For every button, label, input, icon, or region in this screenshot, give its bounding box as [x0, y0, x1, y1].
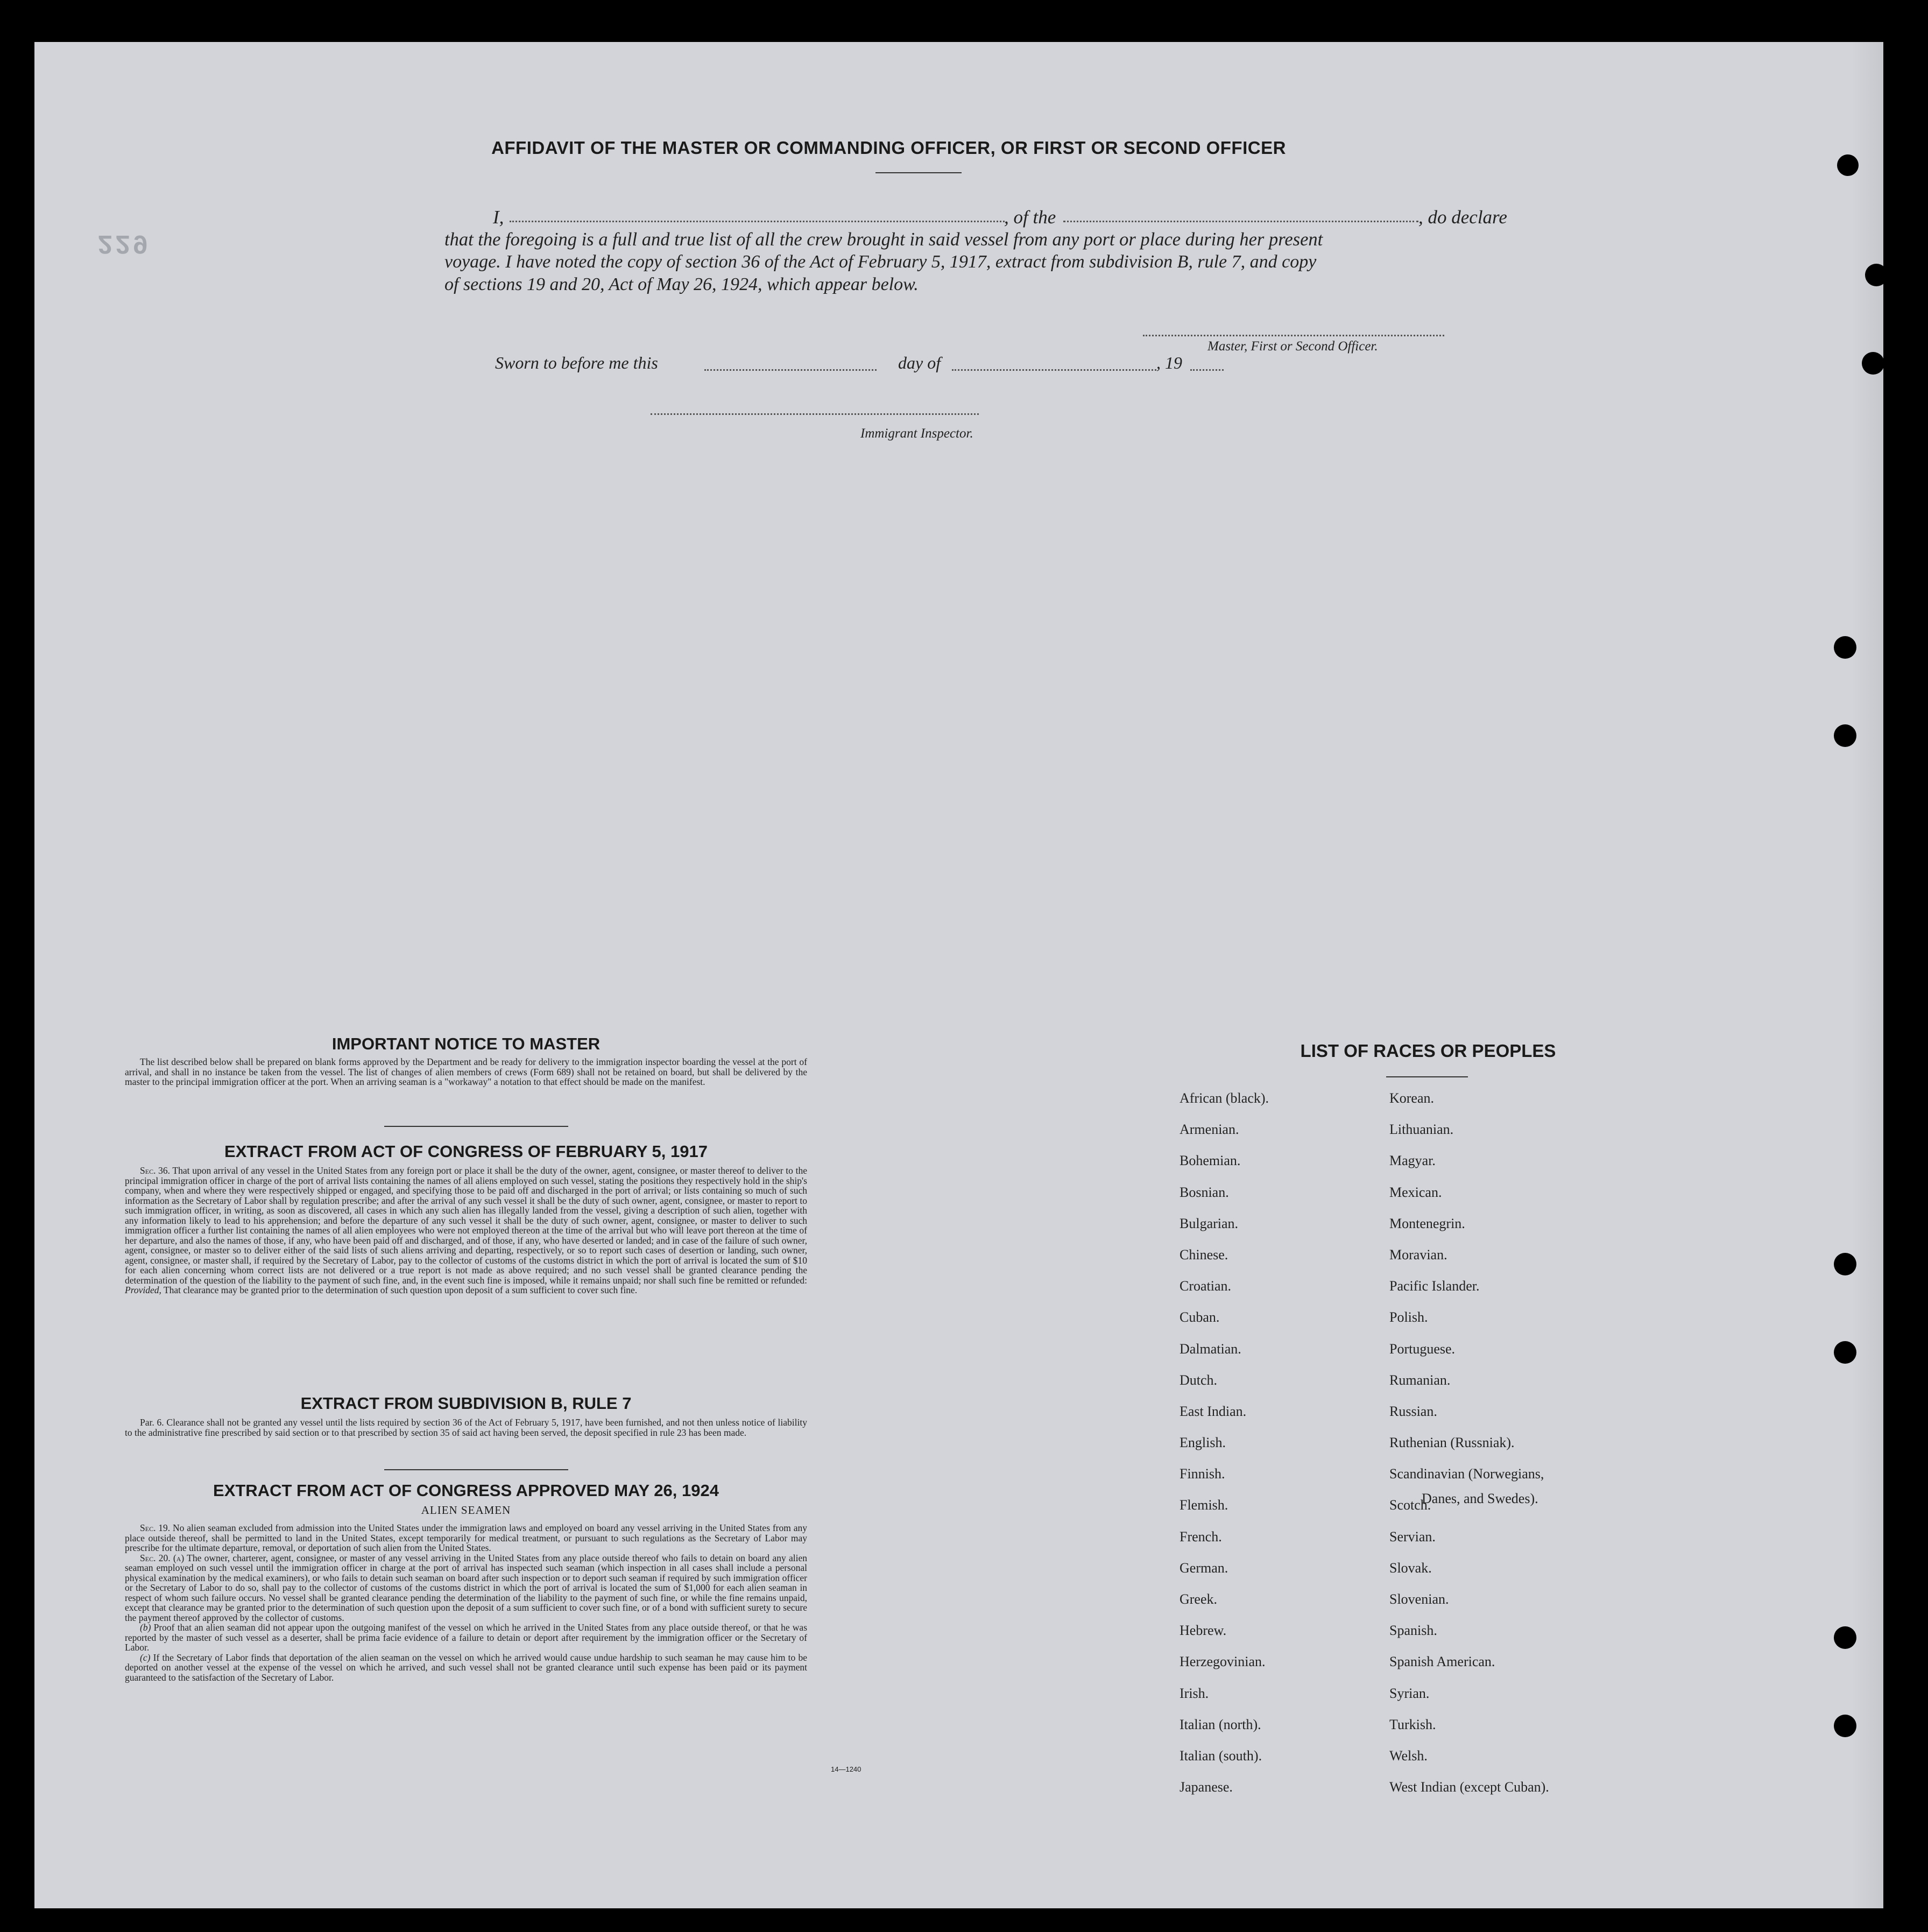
race-item: Turkish. — [1389, 1716, 1436, 1732]
race-item: Ruthenian (Russniak). — [1389, 1435, 1515, 1451]
master-signature-line — [1143, 335, 1444, 336]
race-item: Italian (south). — [1180, 1747, 1262, 1764]
inspector-signature-label: Immigrant Inspector. — [860, 426, 973, 441]
races-left-column — [1180, 1090, 1269, 1810]
affidavit-i: I, — [493, 207, 504, 228]
punch-hole — [1834, 1626, 1856, 1649]
sec-20-label: Sec. 20. (a) — [140, 1552, 185, 1563]
sec-20c-label: (c) — [140, 1652, 151, 1663]
extract-1917-title: EXTRACT FROM ACT OF CONGRESS OF FEBRUARY 5, 1917 — [224, 1142, 708, 1161]
races-title: LIST OF RACES OR PEOPLES — [1300, 1041, 1556, 1061]
affidavit-declare: , do declare — [1418, 207, 1507, 228]
race-item: Pacific Islander. — [1389, 1278, 1480, 1294]
affidavit-line-4: of sections 19 and 20, Act of May 26, 1924, which appear below. — [444, 274, 919, 294]
affidavit-line-1 — [493, 207, 504, 228]
race-item: Russian. — [1389, 1403, 1437, 1419]
race-item: East Indian. — [1180, 1403, 1247, 1419]
extract-1917-body — [125, 1166, 807, 1295]
race-item: Korean. — [1389, 1090, 1435, 1106]
sec-19-text: No alien seaman excluded from admission into the United States under the immigration laws and employed on board any vessel arriving in the United States from any place outside thereof, shall be permitted to land in the United States, except temporarily for medical treatment, or pursuant to such regulations as the Secretary of Labor may prescribe for the ultimate departure, removal, or deportation of such alien from the United States. — [125, 1522, 808, 1553]
sworn-year-blank — [1190, 369, 1224, 371]
affidavit-line-3: voyage. I have noted the copy of section 36 of the Act of February 5, 1917, extract from subdivision B, rule 7, and copy — [444, 252, 1317, 272]
race-item: Italian (north). — [1180, 1716, 1261, 1732]
affidavit-title-rule — [875, 172, 962, 173]
race-item: Flemish. — [1180, 1497, 1228, 1513]
race-item: Bohemian. — [1180, 1153, 1241, 1169]
race-item: Syrian. — [1389, 1685, 1430, 1701]
race-item: Servian. — [1389, 1528, 1436, 1545]
race-item: Spanish American. — [1389, 1654, 1495, 1670]
sec-20b-text: Proof that an alien seaman did not appear upon the outgoing manifest of the vessel on which he arrived in the United States from any place outside thereof, or that he was reported by the master of such vessel as a deserter, shall be prima facie evidence of a failure to detain or deport after requirement by the immigration officer or the Secretary of Labor. — [125, 1622, 808, 1653]
race-item: Lithuanian. — [1389, 1122, 1454, 1138]
race-item: Croatian. — [1180, 1278, 1232, 1294]
race-item: Magyar. — [1389, 1153, 1436, 1169]
punch-hole — [1834, 1715, 1856, 1737]
race-item: Armenian. — [1180, 1122, 1239, 1138]
race-item: Mexican. — [1389, 1184, 1442, 1200]
race-item: Bosnian. — [1180, 1184, 1229, 1200]
race-item: Slovenian. — [1389, 1591, 1449, 1607]
race-item: Scandinavian (Norwegians, — [1389, 1466, 1544, 1482]
race-item: Slovak. — [1389, 1560, 1432, 1576]
provided-label: Provided, — [125, 1285, 161, 1295]
race-item: Polish. — [1389, 1309, 1428, 1325]
name-blank — [510, 221, 1005, 222]
race-item: Cuban. — [1180, 1309, 1220, 1325]
extract-1924-body — [125, 1523, 807, 1682]
race-item: Welsh. — [1389, 1747, 1428, 1764]
punch-hole — [1834, 1253, 1856, 1275]
race-item: Rumanian. — [1389, 1372, 1451, 1388]
races-scandinavian-continuation: Danes, and Swedes). — [1422, 1491, 1538, 1506]
race-item: African (black). — [1180, 1090, 1269, 1106]
race-item: West Indian (except Cuban). — [1389, 1779, 1549, 1795]
punch-hole — [1834, 636, 1856, 659]
sworn-month-blank — [952, 369, 1156, 371]
race-item: Herzegovinian. — [1180, 1654, 1266, 1670]
sworn-day-of: day of — [898, 353, 941, 372]
race-item: German. — [1180, 1560, 1228, 1576]
sworn-prefix: Sworn to before me this — [495, 353, 658, 372]
sec-20a-text: The owner, charterer, agent, consignee, or master of any vessel arriving in the United States from any place outside thereof who fails to detain on board any alien seaman employed on such vessel until the immigration officer in charge at the port of arrival has inspected such seaman (which inspection in all cases shall include a personal physical examination by the medical examiners), or who fails to detain such seaman on board after such inspection or to deport such seaman if required by such immigration officer or the Secretary of Labor to do so, shall pay to the collector of customs of the customs district in which the port of arrival is located the sum of $1,000 for each alien seaman in respect of whom such failure occurs. No vessel shall be granted clearance pending the determination of the liability to the payment of such fine, or while the fine remains unpaid, except that clearance may be granted prior to the determination of such question upon the deposit of a sum sufficient to cover such fine, or of a bond with sufficient surety to secure the payment thereof approved by the collector of customs. — [125, 1552, 808, 1623]
sec-20b-label: (b) — [140, 1622, 151, 1633]
sworn-day-blank — [704, 369, 877, 371]
races-right-column — [1389, 1090, 1549, 1810]
divider-1 — [384, 1126, 568, 1127]
race-item: French. — [1180, 1528, 1222, 1545]
sec-36-label: Sec. 36. — [140, 1165, 171, 1176]
margin-ghost-number: 229 — [98, 230, 151, 258]
punch-hole — [1834, 1341, 1856, 1364]
extract-rule7-title: EXTRACT FROM SUBDIVISION B, RULE 7 — [300, 1394, 632, 1413]
race-item: Finnish. — [1180, 1466, 1225, 1482]
master-signature-label: Master, First or Second Officer. — [1207, 339, 1378, 354]
race-item: Moravian. — [1389, 1246, 1447, 1263]
affidavit-of-the: , of the — [1004, 207, 1056, 228]
race-item: Montenegrin. — [1389, 1215, 1465, 1231]
race-item: Portuguese. — [1389, 1341, 1456, 1357]
extract-rule7-body — [125, 1418, 807, 1437]
notice-text: The list described below shall be prepared on blank forms approved by the Department and be ready for delivery to the immigration inspector boarding the vessel at the port of arrival, and shall in no instance be taken from the vessel. The list of changes of alien members of crews (Form 689) shall not be retained on board, but shall be delivered by the master to the principal immigration officer at the port. When an arriving seaman is a "workaway" a notation to that effect should be made on the manifest. — [125, 1056, 807, 1087]
race-item: Irish. — [1180, 1685, 1209, 1701]
sec-19-label: Sec. 19. — [140, 1522, 171, 1533]
extract-1924-title: EXTRACT FROM ACT OF CONGRESS APPROVED MAY 26, 1924 — [213, 1481, 719, 1500]
affidavit-line-2: that the foregoing is a full and true list of all the crew brought in said vessel from any port or place during her present — [444, 229, 1323, 250]
race-item: Hebrew. — [1180, 1623, 1227, 1639]
race-item: Chinese. — [1180, 1246, 1228, 1263]
form-number: 14—1240 — [831, 1765, 861, 1773]
sec-20c-text: If the Secretary of Labor finds that deportation of the alien seaman on the vessel on which he arrived would cause undue hardship to such seaman he may cause him to be deported on another vessel at the expense of the vessel on which he arrived, and such vessel shall not be granted clearance until such expense has been paid or its payment guaranteed to the satisfaction of the Secretary of Labor. — [125, 1652, 808, 1683]
punch-hole — [1837, 154, 1859, 176]
race-item: Spanish. — [1389, 1623, 1437, 1639]
notice-body — [125, 1057, 807, 1087]
race-item: Scotch. — [1389, 1497, 1431, 1513]
document-page — [34, 42, 1883, 1908]
punch-hole — [1865, 264, 1888, 286]
race-item: Dutch. — [1180, 1372, 1218, 1388]
inspector-signature-line — [651, 413, 979, 415]
page-edge-shading — [1851, 42, 1883, 1908]
affidavit-title: AFFIDAVIT OF THE MASTER OR COMMANDING OFFICER, OR FIRST OR SECOND OFFICER — [491, 138, 1286, 158]
alien-seamen-subtitle: ALIEN SEAMEN — [421, 1504, 511, 1517]
sworn-year: , 19 — [1156, 353, 1182, 372]
sec-36-text: That upon arrival of any vessel in the United States from any foreign port or place it shall be the duty of the owner, agent, consignee, or master thereof to deliver to the principal immigration officer in charge of the port of arrival lists containing the names of all aliens employed on such vessel, stating the positions they respectively hold in the ship's company, when and where they were respectively shipped or engaged, and specifying those to be paid off and discharged in the port of arrival; or lists containing so much of such information as the Secretary of Labor shall by regulation prescribe; and after the arrival of any such vessel it shall be the duty of such owner, agent, consignee, or master to report to such immigration officer, in writing, as soon as discovered, all cases in which any such alien has illegally landed from the vessel, giving a description of such alien, together with any information likely to lead to his apprehension; and before the departure of any such vessel it shall be the duty of such owner, agent, consignee, or master to deliver to such immigration officer a further list containing the names of all alien employees who were not employed thereon at the time of the arrival but who will leave port thereon at the time of her departure, and also the names of those, if any, who have been paid off and discharged, and of those, if any, who have deserted or landed; and in case of the failure of such owner, agent, consignee, or master so to deliver either of the said lists of such aliens arriving and departing, respectively, or so to report such cases of desertion or landing, such owner, agent, consignee, or master shall, if required by the Secretary of Labor, pay to the collector of customs of the customs district in which the port of arrival is located the sum of $10 for each alien concerning whom correct lists are not delivered or a true report is not made as above required; and no such vessel shall be granted clearance pending the determination of the question of the liability to the payment of such fine, and, in the event such fine is imposed, while it remains unpaid; nor shall such fine be remitted or refunded: — [125, 1165, 807, 1286]
race-item: Bulgarian. — [1180, 1215, 1239, 1231]
race-item: Greek. — [1180, 1591, 1218, 1607]
race-item: English. — [1180, 1435, 1226, 1451]
notice-title: IMPORTANT NOTICE TO MASTER — [331, 1034, 601, 1053]
race-item: Japanese. — [1180, 1779, 1233, 1795]
punch-hole — [1834, 724, 1856, 747]
punch-hole — [1862, 352, 1884, 375]
rule7-text: Par. 6. Clearance shall not be granted any vessel until the lists required by section 36 of the Act of February 5, 1917, have been furnished, and not then unless notice of liability to the administrative fine prescribed by said section or to that prescribed by section 35 of said act having been served, the deposit specified in rule 23 has been made. — [125, 1417, 807, 1438]
provided-text: That clearance may be granted prior to the determination of such question upon deposit of a sum sufficient to cover such fine. — [163, 1285, 638, 1295]
race-item: Dalmatian. — [1180, 1341, 1241, 1357]
divider-2 — [384, 1469, 568, 1470]
vessel-blank — [1063, 221, 1418, 222]
races-title-rule — [1386, 1076, 1468, 1077]
